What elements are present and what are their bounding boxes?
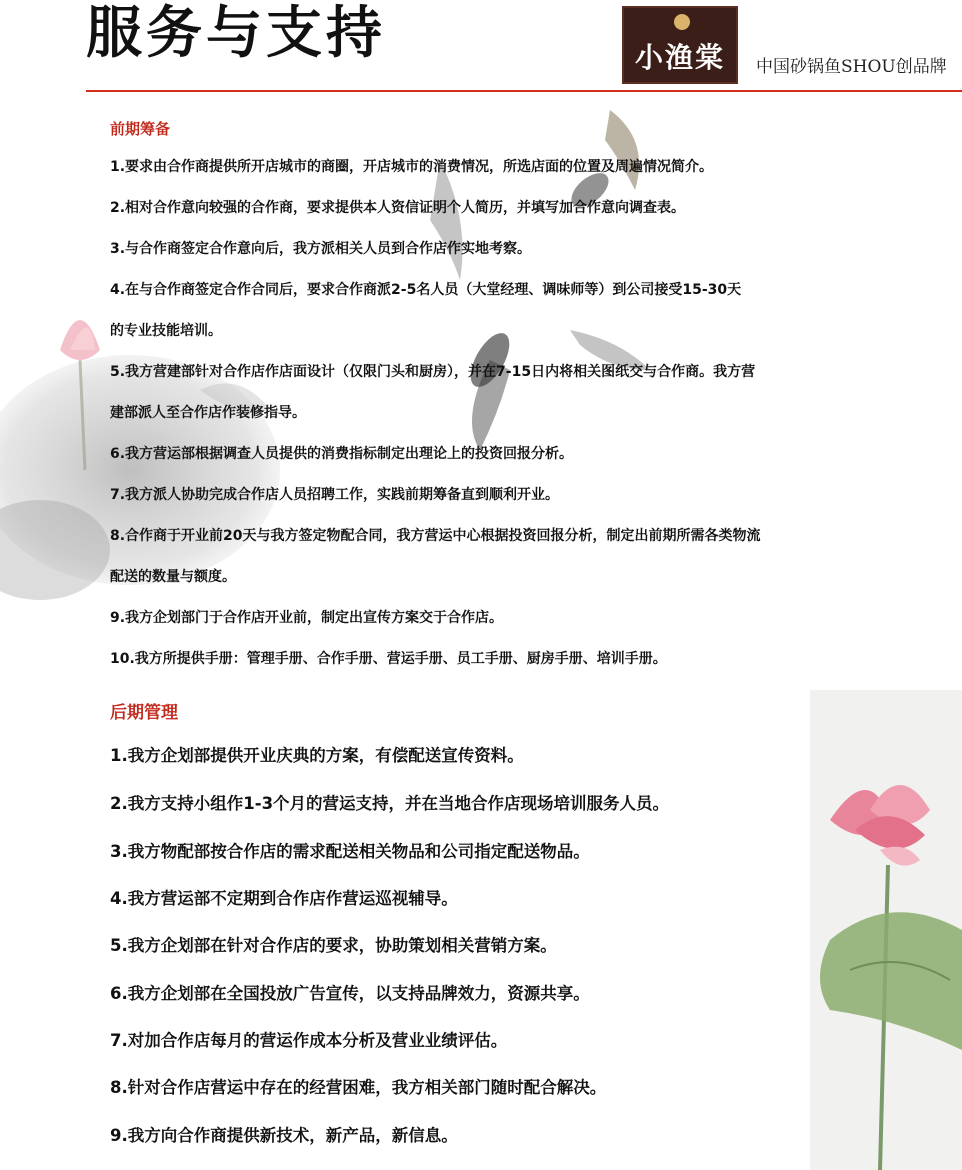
brand-tagline: 中国砂锅鱼SHOU创品牌 xyxy=(756,57,947,77)
list-item: 4.在与合作商签定合作合同后，要求合作商派2-5名人员（大堂经理、调味师等）到公司接受15-30天 xyxy=(110,282,742,298)
list-item: 1.要求由合作商提供所开店城市的商圈，开店城市的消费情况，所选店面的位置及周遍情况简介。 xyxy=(110,159,714,175)
list-item: 9.我方向合作商提供新技术，新产品，新信息。 xyxy=(110,1126,458,1145)
header-divider xyxy=(86,90,962,92)
list-item: 2.我方支持小组作1-3个月的营运支持，并在当地合作店现场培训服务人员。 xyxy=(110,794,670,813)
list-item: 6.我方营运部根据调查人员提供的消费指标制定出理论上的投资回报分析。 xyxy=(110,446,574,462)
list-item: 6.我方企划部在全国投放广告宣传，以支持品牌效力，资源共享。 xyxy=(110,984,590,1003)
pink-lotus-painting xyxy=(810,690,962,1170)
list-item: 8.针对合作店营运中存在的经营困难，我方相关部门随时配合解决。 xyxy=(110,1078,607,1097)
section-title-preparation: 前期筹备 xyxy=(110,120,171,138)
logo-text: 小渔棠 xyxy=(634,41,725,74)
list-item: 的专业技能培训。 xyxy=(110,323,222,339)
brand-logo xyxy=(622,6,738,84)
list-item: 3.我方物配部按合作店的需求配送相关物品和公司指定配送物品。 xyxy=(110,842,590,861)
list-item: 10.我方所提供手册：管理手册、合作手册、营运手册、员工手册、厨房手册、培训手册。 xyxy=(110,651,667,667)
logo-emblem-icon xyxy=(674,14,690,30)
list-item: 5.我方营建部针对合作店作店面设计（仅限门头和厨房），并在7-15日内将相关图纸交与合作商。我方营 xyxy=(110,364,756,380)
list-item: 建部派人至合作店作装修指导。 xyxy=(110,405,306,421)
section-title-management: 后期管理 xyxy=(110,703,178,723)
list-item: 7.我方派人协助完成合作店人员招聘工作，实践前期筹备直到顺利开业。 xyxy=(110,487,560,503)
list-item: 5.我方企划部在针对合作店的要求，协助策划相关营销方案。 xyxy=(110,936,557,955)
list-item: 8.合作商于开业前20天与我方签定物配合同，我方营运中心根据投资回报分析，制定出前期所需各类物流 xyxy=(110,528,761,544)
list-item: 1.我方企划部提供开业庆典的方案，有偿配送宣传资料。 xyxy=(110,746,524,765)
list-item: 2.相对合作意向较强的合作商，要求提供本人资信证明个人简历，并填写加合作意向调查表。 xyxy=(110,200,686,216)
list-item: 9.我方企划部门于合作店开业前，制定出宣传方案交于合作店。 xyxy=(110,610,504,626)
list-item: 4.我方营运部不定期到合作店作营运巡视辅导。 xyxy=(110,889,458,908)
list-item: 3.与合作商签定合作意向后，我方派相关人员到合作店作实地考察。 xyxy=(110,241,532,257)
list-item: 7.对加合作店每月的营运作成本分析及营业业绩评估。 xyxy=(110,1031,508,1050)
page-title: 服务与支持 xyxy=(86,1,386,66)
list-item: 配送的数量与额度。 xyxy=(110,569,236,585)
